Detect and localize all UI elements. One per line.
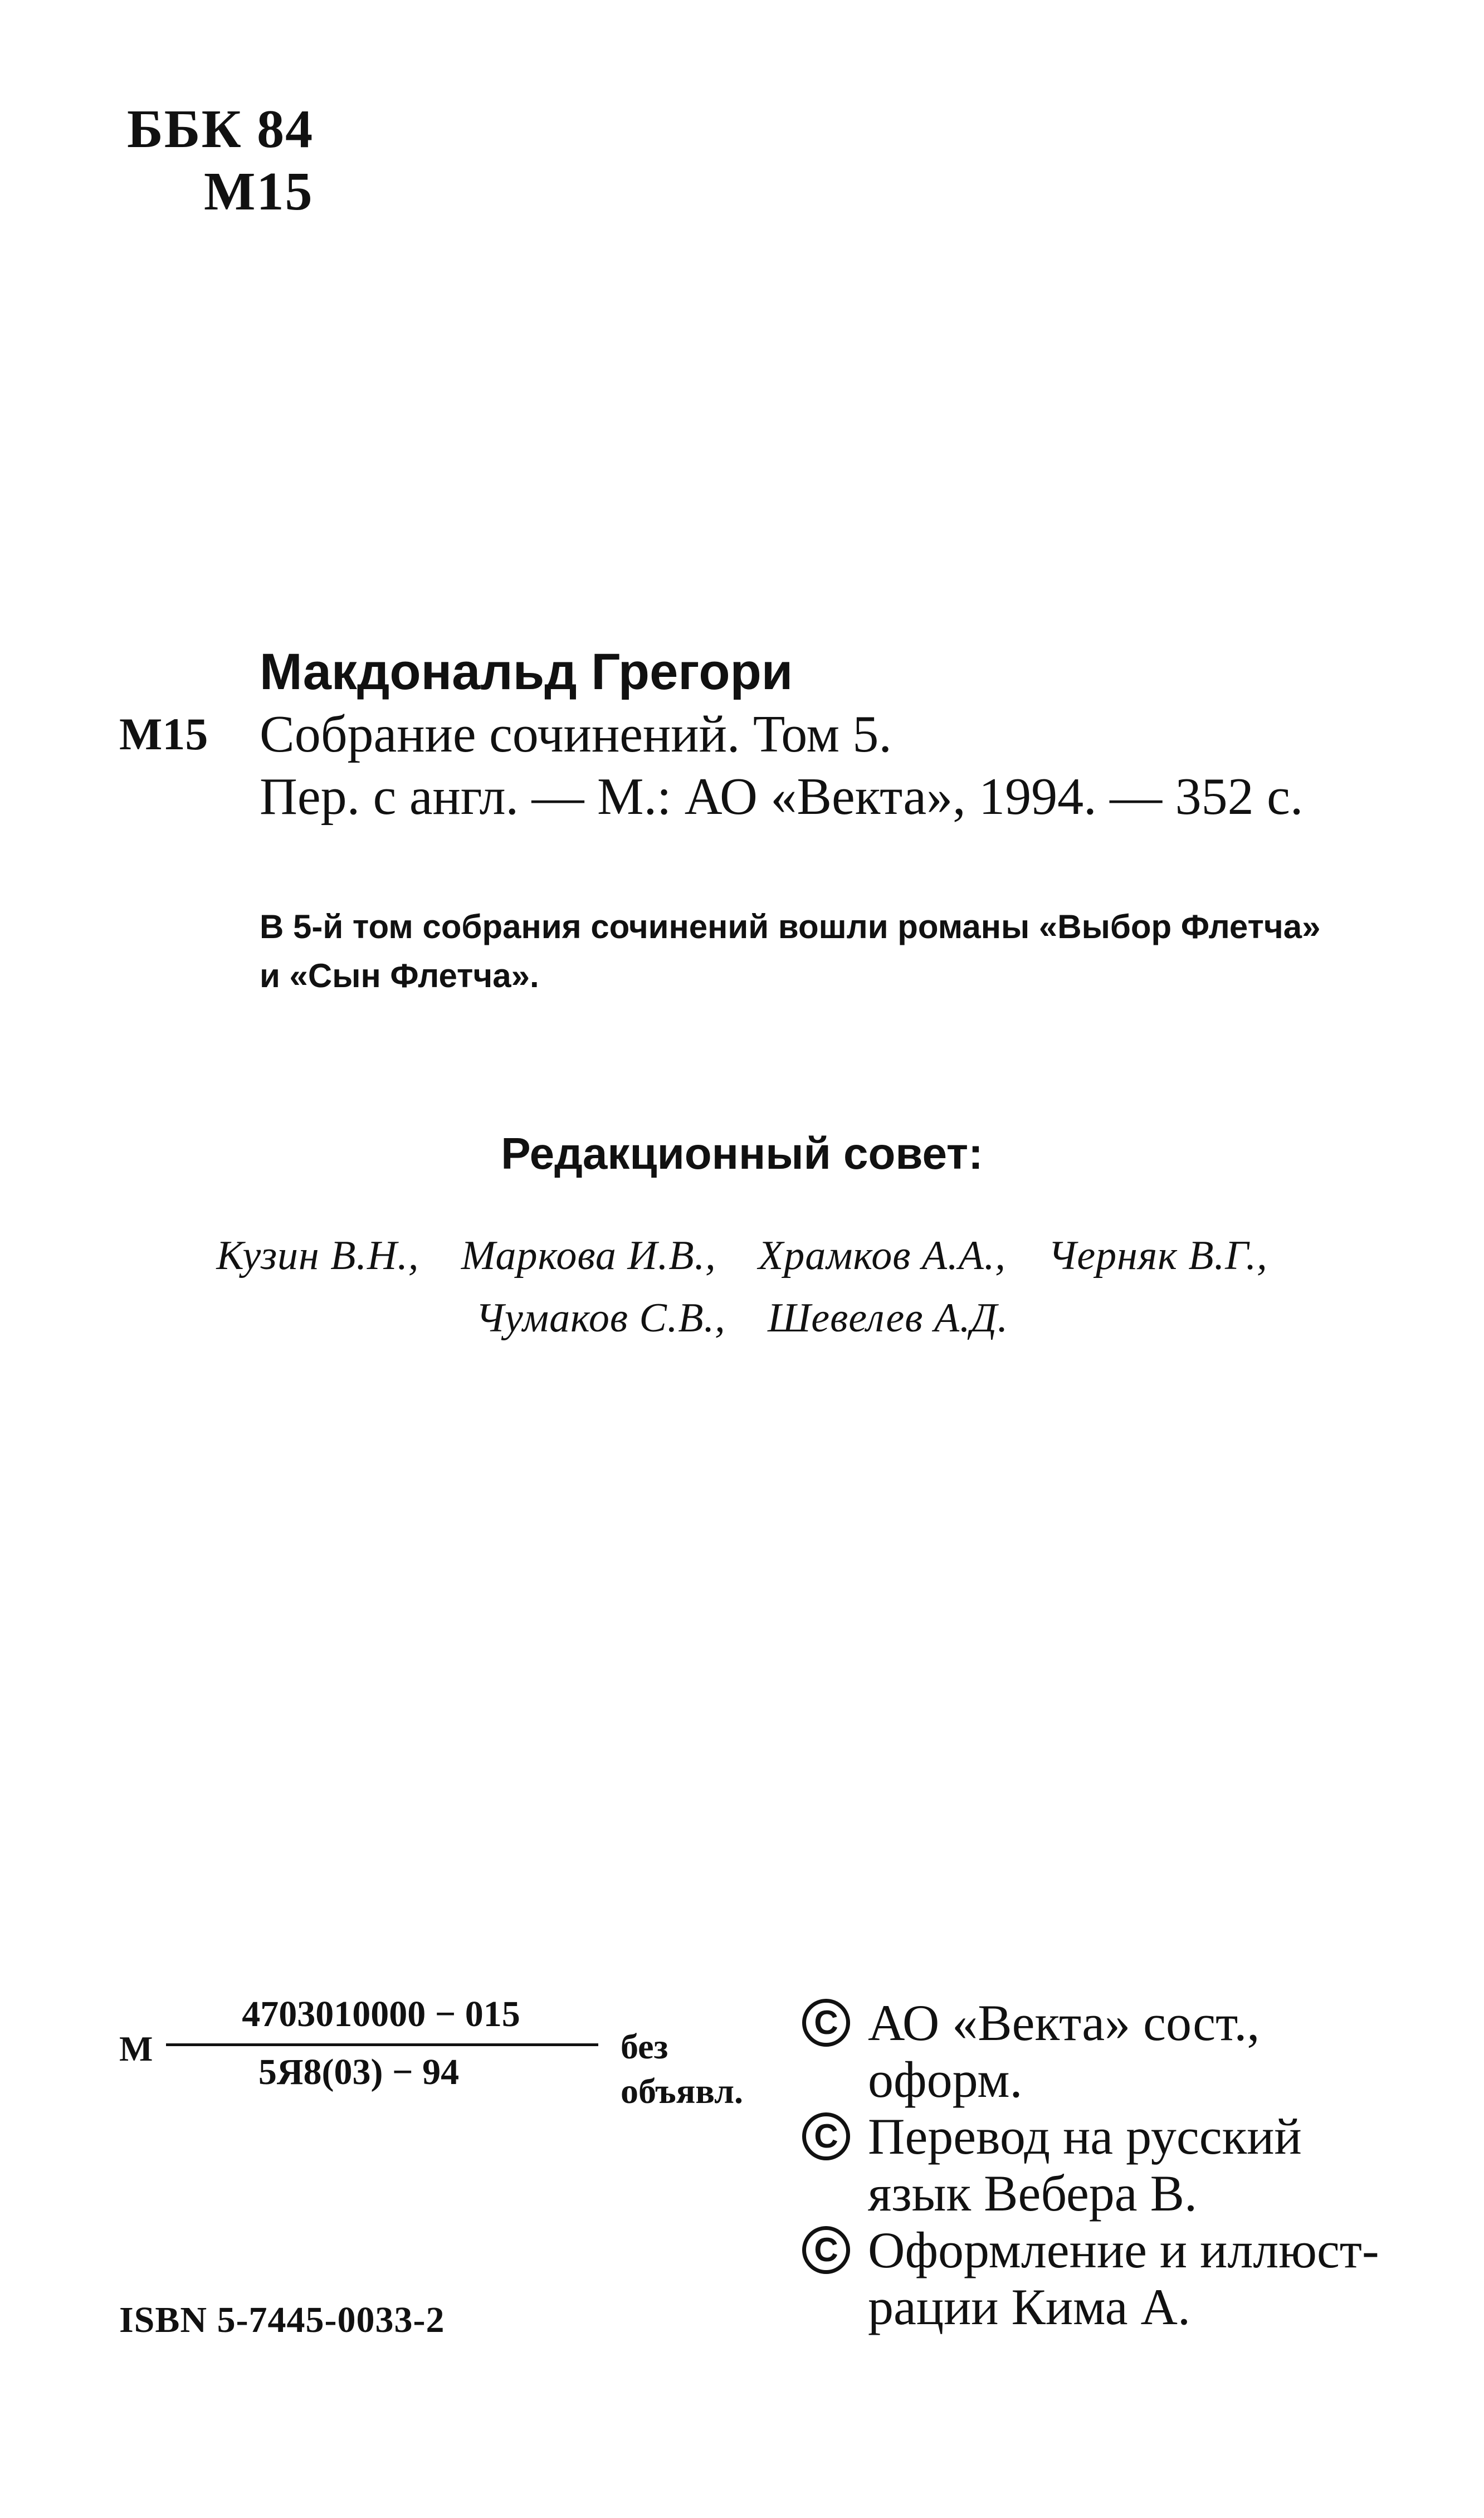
annotation-line: В 5-й том собрания сочинений вошли романы «Выбор Флетча» (260, 908, 1321, 945)
author-name: Макдональд Грегори (260, 643, 793, 700)
price-code (119, 1992, 788, 2111)
book-title: Собрание сочинений. Том 5. (260, 705, 892, 763)
annotation-line: и «Сын Флетча». (260, 957, 539, 994)
council-member: Храмков А.А., (758, 1233, 1006, 1278)
copyright-notice (802, 2108, 1415, 2222)
price-code-prefix: М (119, 2029, 153, 2068)
annotation (260, 902, 1402, 1001)
author-mark: М15 (204, 162, 314, 222)
isbn: ISBN 5-7445-0033-2 (119, 2300, 445, 2340)
copyright-notice (802, 2222, 1415, 2335)
council-members-row (0, 1224, 1484, 1287)
copyright-text: рации Кима А. (868, 2278, 1190, 2335)
copyright-icon: C (802, 1999, 850, 2047)
copyright-notices (802, 1994, 1415, 2335)
bbk-code: ББК 84 (127, 99, 314, 159)
council-member: Черняк В.Г., (1048, 1233, 1268, 1278)
copyright-icon: C (802, 2112, 850, 2160)
editorial-council-members (0, 1224, 1484, 1349)
catalog-author-row (119, 641, 1400, 703)
copyright-text: оформ. (868, 2051, 1023, 2108)
copyright-notice (802, 1994, 1415, 2108)
bbk-classification (127, 98, 314, 223)
council-member: Маркова И.В., (461, 1233, 716, 1278)
copyright-icon: C (802, 2226, 850, 2274)
editorial-council-title: Редакционный совет: (501, 1129, 983, 1178)
catalog-index: М15 (119, 709, 208, 759)
fraction-bar (166, 2043, 598, 2046)
publication-imprint: Пер. с англ. — М.: АО «Векта», 1994. — 352 с. (260, 768, 1304, 826)
council-member: Чумаков С.В., (475, 1295, 726, 1341)
price-code-note: без объявл. (621, 2027, 743, 2111)
copyright-text: АО «Векта» сост., (868, 1994, 1260, 2051)
catalog-entry (119, 641, 1400, 828)
copyright-text: язык Вебера В. (868, 2165, 1197, 2222)
price-code-denominator: 5Я8(03) − 94 (258, 2052, 460, 2092)
copyright-text: Перевод на русский (868, 2108, 1302, 2165)
council-members-row (0, 1287, 1484, 1349)
council-member: Кузин В.Н., (216, 1233, 419, 1278)
catalog-title-row (119, 703, 1400, 765)
copyright-text: Оформление и иллюст- (868, 2222, 1379, 2278)
price-code-numerator: 4703010000 − 015 (242, 1994, 520, 2034)
council-member: Шевелев А.Д. (768, 1295, 1009, 1341)
catalog-imprint-row (119, 765, 1400, 828)
